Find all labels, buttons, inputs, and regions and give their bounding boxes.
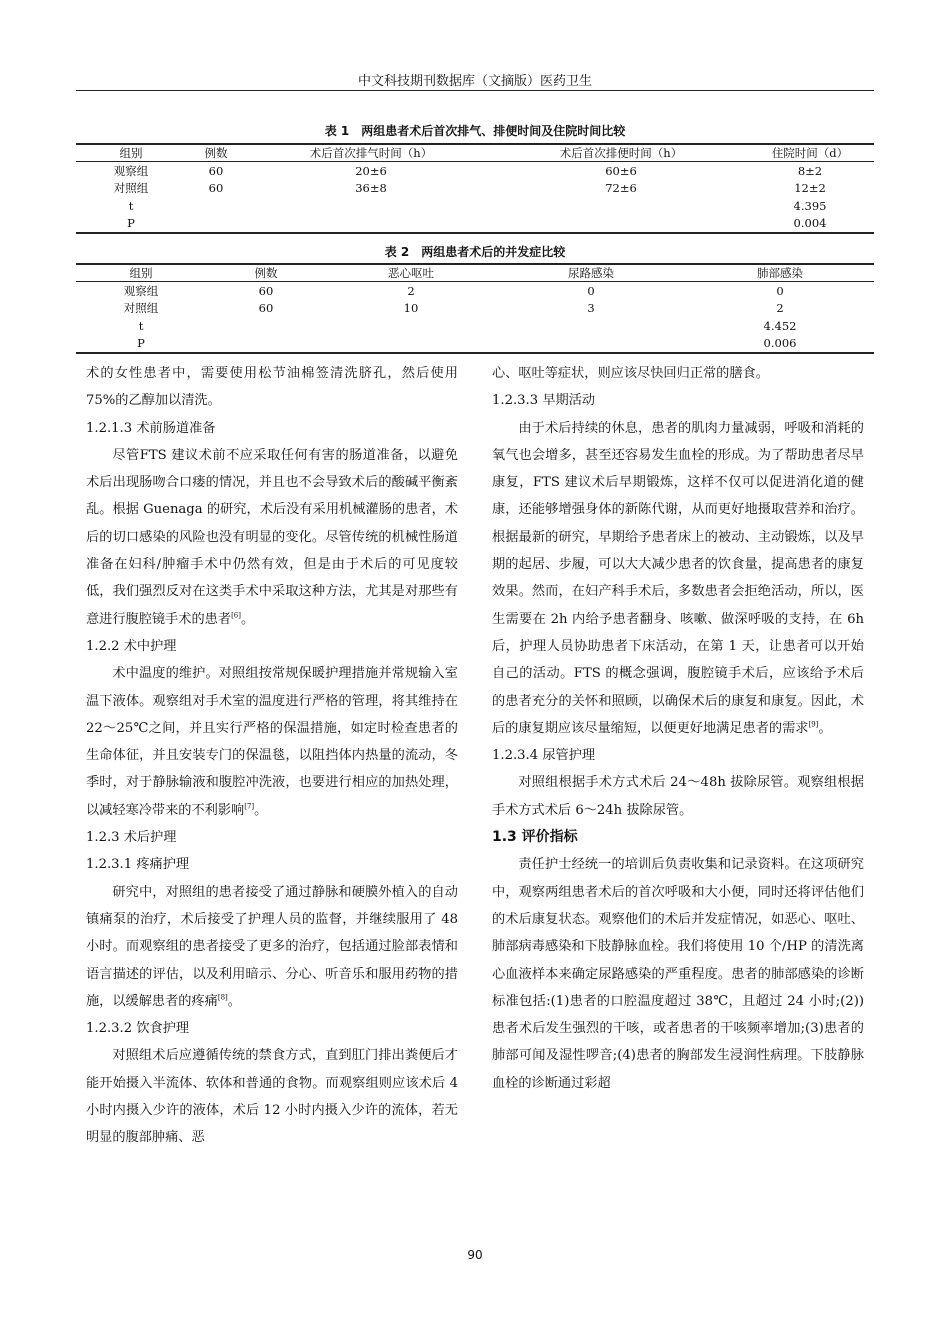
citation: [9] [808, 720, 819, 729]
paragraph: 对照组根据手术方式术后 24～48h 拔除尿管。观察组根据手术方式术后 6～24h 拔除尿管。 [492, 775, 864, 818]
table-cell: 72±6 [605, 181, 637, 196]
citation: [7] [244, 802, 255, 811]
table-row [76, 317, 874, 335]
table-cell: 0.004 [793, 216, 827, 231]
table1-col-stay: 住院时间（d） [746, 144, 874, 162]
table-row [76, 197, 874, 215]
table-row [76, 300, 874, 318]
paragraph: 研究中，对照组的患者接受了通过静脉和硬膜外植入的自动镇痛泵的治疗，术后接受了护理人员的监督，并继续服用了 48 小时。而观察组的患者接受了更多的治疗，包括通过脸部表情和语言描述的评估，以及利用暗示、分心、听音乐和服用药物的措施，以缓解患者的疼痛[8]。 [86, 884, 458, 1009]
section-heading: 1.2.3.1 疼痛护理 [86, 857, 190, 873]
table-cell: P [127, 216, 135, 231]
table-row [76, 180, 874, 198]
table-cell: 60±6 [605, 163, 637, 178]
table-cell: 2 [407, 283, 415, 298]
table1-col-count: 例数 [186, 144, 246, 162]
table-cell: 60 [258, 283, 274, 298]
table1-caption: 表 1 两组患者术后首次排气、排便时间及住院时间比较 [324, 124, 626, 138]
table-cell: 8±2 [797, 163, 823, 178]
table-row [76, 162, 874, 180]
table-cell: 60 [258, 301, 274, 316]
table2 [76, 263, 874, 354]
table-cell: 60 [208, 181, 224, 196]
table-cell: 0.006 [763, 336, 797, 351]
table-row [76, 335, 874, 354]
table-cell: t [138, 318, 144, 333]
section-heading: 1.2.1.3 术前肠道准备 [86, 420, 216, 436]
table2-col-nausea: 恶心呕吐 [326, 264, 496, 282]
table2-col-count: 例数 [206, 264, 326, 282]
table-cell: 3 [587, 301, 595, 316]
table1-col-flatus: 术后首次排气时间（h） [246, 144, 496, 162]
citation: [8] [217, 993, 228, 1002]
table-cell: 60 [208, 163, 224, 178]
section-heading: 1.2.3.2 饮食护理 [86, 1021, 190, 1037]
table-cell: t [128, 198, 134, 213]
table-cell: 0 [587, 283, 595, 298]
paragraph: 尽管FTS 建议术前不应采取任何有害的肠道准备，以避免术后出现肠吻合口瘘的情况，并且也不会导致术后的酸碱平衡紊乱。根据 Guenaga 的研究，术后没有采用机械灌肠的患者，术后的切口感染的风险也没有明显的变化。尽管传统的机械性肠道准备在妇科/肿瘤手术中仍然有效，但是由于术后的可见度较低，我们强烈反对在这类手术中采取这种方法，尤其是对那些有意进行腹腔镜手术的患者[6]。 [86, 447, 458, 627]
section-heading: 1.2.3 术后护理 [86, 830, 177, 846]
table2-caption: 表 2 两组患者术后的并发症比较 [384, 245, 566, 259]
table2-col-uti: 尿路感染 [496, 264, 686, 282]
journal-header: 中文科技期刊数据库（文摘版）医药卫生 [357, 74, 592, 89]
table-cell: 观察组 [123, 283, 159, 298]
right-column [492, 360, 864, 1097]
section-heading: 1.3 评价指标 [492, 829, 578, 846]
section-heading: 1.2.3.3 早期活动 [492, 393, 596, 409]
paragraph: 责任护士经统一的培训后负责收集和记录资料。在这项研究中，观察两组患者术后的首次呼吸和大小便，同时还将评估他们的术后康复状态。观察他们的术后并发症情况，如恶心、呕吐、肺部病毒感染和下肢静脉血栓。我们将使用 10 个/HP 的清洗离心血液样本来确定尿路感染的严重程度。患者的肺部感染的诊断标准包括:(1)患者的口腔温度超过 38℃，且超过 24 小时;(2))患者术后发生强烈的干咳，或者患者的干咳频率增加;(3)患者的肺部可闻及湿性啰音;(4)患者的胸部发生浸润性病理。下肢静脉血栓的诊断通过彩超 [492, 857, 864, 1091]
table-cell: 观察组 [113, 163, 149, 178]
table-cell: 0 [776, 283, 784, 298]
table1 [76, 143, 874, 234]
paragraph: 心、呕吐等症状，则应该尽快回归正常的膳食。 [492, 366, 769, 381]
table1-col-defecation: 术后首次排便时间（h） [496, 144, 746, 162]
table-cell: 对照组 [113, 181, 149, 196]
left-column [86, 360, 458, 1152]
paragraph: 由于术后持续的休息，患者的肌肉力量减弱，呼吸和消耗的氧气也会增多，甚至还容易发生血栓的形成。为了帮助患者尽早康复，FTS 建议术后早期锻炼，这样不仅可以促进消化道的健康，还能够增强身体的新陈代谢，从而更好地摄取营养和治疗。根据最新的研究，早期给予患者床上的被动、主动锻炼，以及早期的起居、步履，可以大大减少患者的饮食量，提高患者的康复效果。然而，在妇产科手术后，多数患者会拒绝活动，所以，医生需要在 2h 内给予患者翻身、咳嗽、做深呼吸的支持，在 6h 后，护理人员协助患者下床活动，在第 1 天，让患者可以开始自己的活动。FTS 的概念强调，腹腔镜手术后，应该给予术后的患者充分的关怀和照顾，以确保术后的康复和康复。因此，术后的康复期应该尽量缩短，以便更好地满足患者的需求[9]。 [492, 420, 864, 736]
page-number: 90 [467, 1248, 483, 1262]
table-cell: 36±8 [355, 181, 387, 196]
paragraph: 术的女性患者中，需要使用松节油棉签清洗脐孔，然后使用 75%的乙醇加以清洗。 [86, 366, 458, 409]
table2-col-group: 组别 [76, 264, 206, 282]
section-heading: 1.2.2 术中护理 [86, 638, 177, 654]
table-cell: 4.452 [763, 318, 797, 333]
table1-col-group: 组别 [76, 144, 186, 162]
citation: [6] [231, 611, 241, 620]
paragraph: 术中温度的维护。对照组按常规保暖护理措施并常规输入室温下液体。观察组对手术室的温度进行严格的管理，将其维持在 22～25℃之间，并且实行严格的保温措施，如定时检查患者的生命体征，并且安装专门的保温毯，以阻挡体内热量的流动，冬季时，对于静脉输液和腹腔冲洗液，也要进行相应的加热处理，以减轻寒冷带来的不利影响[7]。 [86, 666, 458, 818]
table-cell: 对照组 [123, 301, 159, 316]
section-heading: 1.2.3.4 尿管护理 [492, 748, 596, 764]
table-cell: 4.395 [793, 198, 827, 213]
table-row [76, 282, 874, 300]
table-cell: 12±2 [794, 181, 826, 196]
table-cell: P [137, 336, 145, 351]
table-row [76, 215, 874, 234]
header-rule [76, 90, 874, 91]
table2-col-lung: 肺部感染 [686, 264, 874, 282]
table-cell: 20±6 [355, 163, 387, 178]
table-cell: 10 [403, 301, 419, 316]
paragraph: 对照组术后应遵循传统的禁食方式，直到肛门排出粪便后才能开始摄入半流体、软体和普通的食物。而观察组则应该术后 4 小时内摄入少许的液体，术后 12 小时内摄入少许的流体，若无明显的腹部肿痛、恶 [86, 1048, 458, 1146]
table-cell: 2 [776, 301, 784, 316]
